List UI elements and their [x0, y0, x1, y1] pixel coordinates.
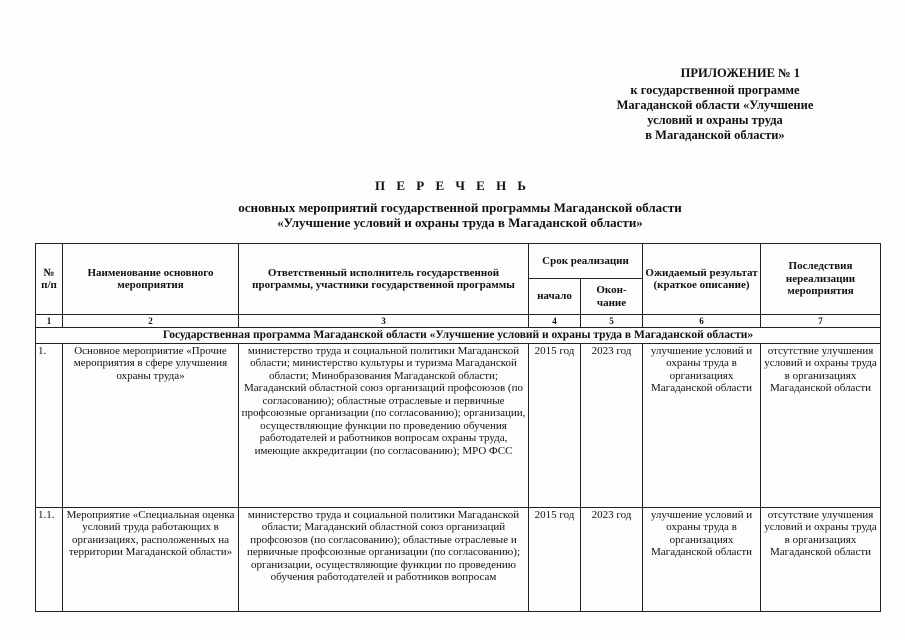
appendix-line: Магаданской области «Улучшение	[616, 98, 814, 112]
measures-table	[35, 243, 881, 612]
appendix-block	[590, 66, 840, 143]
document-subtitle	[130, 200, 790, 230]
header-end: Окон-чание	[581, 279, 643, 315]
appendix-line: условий и охраны труда	[647, 113, 783, 127]
row-end: 2023 год	[581, 343, 643, 507]
row-name: Основное мероприятие «Прочие мероприятия в сфере улучшения охраны труда»	[63, 343, 239, 507]
row-result: улучшение условий и охраны труда в организациях Магаданской области	[643, 343, 761, 507]
column-number: 6	[643, 315, 761, 328]
appendix-title: ПРИЛОЖЕНИЕ № 1	[680, 66, 800, 80]
appendix-line: к государственной программе	[630, 83, 800, 97]
header-executor: Ответственный исполнитель государственной программы, участники государственной программы	[239, 244, 529, 315]
column-number: 4	[529, 315, 581, 328]
column-number: 1	[36, 315, 63, 328]
header-result: Ожидаемый результат (краткое описание)	[643, 244, 761, 315]
row-executor: министерство труда и социальной политики Магаданской области; министерство культуры и туризма Магаданской области; Минобразования Магаданской области; Магаданский областной союз организаций профсоюзов (по согласованию); областные отраслевые и первичные профсоюзные организации (по согласованию); организации, осуществляющие функции по проведению обучения работодателей и работников вопросам охраны труда, имеющие аккредитации (по согласованию); МРО ФСС	[239, 343, 529, 507]
row-end: 2023 год	[581, 507, 643, 611]
header-start: начало	[529, 279, 581, 315]
header-period: Срок реализации	[529, 244, 643, 279]
column-number: 3	[239, 315, 529, 328]
table-row	[36, 507, 881, 611]
row-num: 1.	[36, 343, 63, 507]
row-consequence: отсутствие улучшения условий и охраны труда в организациях Магаданской области	[761, 343, 881, 507]
subtitle-line: основных мероприятий государственной программы Магаданской области	[238, 200, 682, 215]
row-name: Мероприятие «Специальная оценка условий труда работающих в организациях, расположенных на территории Магаданской области»	[63, 507, 239, 611]
header-num: № п/п	[36, 244, 63, 315]
program-row: Государственная программа Магаданской области «Улучшение условий и охраны труда в Магаданской области»	[36, 328, 881, 344]
subtitle-line: «Улучшение условий и охраны труда в Магаданской области»	[277, 215, 643, 230]
column-number: 7	[761, 315, 881, 328]
row-start: 2015 год	[529, 507, 581, 611]
row-start: 2015 год	[529, 343, 581, 507]
row-executor: министерство труда и социальной политики Магаданской области; Магаданский областной союз организаций профсоюзов (по согласованию); областные отраслевые и первичные профсоюзные организации (по согласованию); организации, осуществляющие функции по проведению обучения работодателей и работников вопросам	[239, 507, 529, 611]
header-consequence: Последствия нереализации мероприятия	[761, 244, 881, 315]
row-num: 1.1.	[36, 507, 63, 611]
header-name: Наименование основного мероприятия	[63, 244, 239, 315]
document-title: П Е Р Е Ч Е Н Ь	[374, 178, 531, 193]
row-consequence: отсутствие улучшения условий и охраны труда в организациях Магаданской области	[761, 507, 881, 611]
column-number: 5	[581, 315, 643, 328]
row-result: улучшение условий и охраны труда в организациях Магаданской области	[643, 507, 761, 611]
column-number: 2	[63, 315, 239, 328]
table-row	[36, 343, 881, 507]
appendix-line: в Магаданской области»	[645, 128, 785, 142]
